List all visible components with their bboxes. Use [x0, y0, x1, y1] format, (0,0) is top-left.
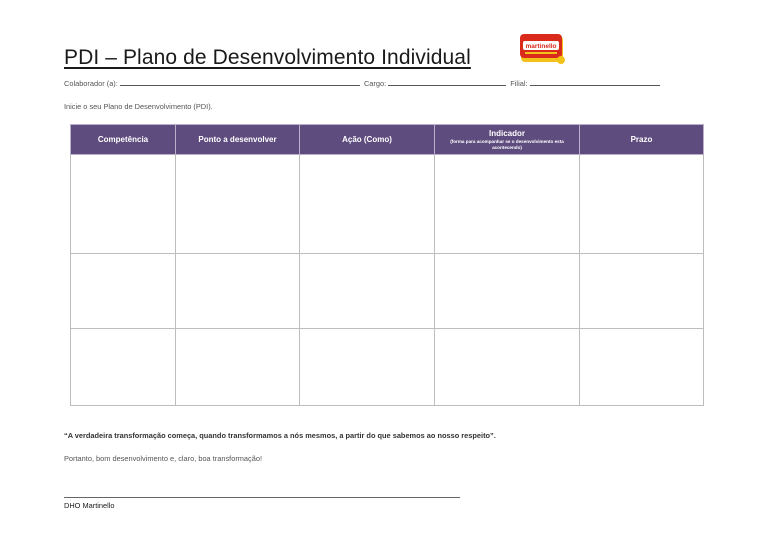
pdi-table	[70, 124, 704, 406]
column-header-ponto: Ponto a desenvolver	[176, 125, 300, 155]
table-cell[interactable]	[580, 155, 704, 254]
table-cell[interactable]	[176, 254, 300, 329]
martinello-logo	[519, 33, 567, 66]
table-cell[interactable]	[300, 155, 435, 254]
colaborador-label: Colaborador (a):	[64, 79, 118, 88]
column-header-competencia: Competência	[71, 125, 176, 155]
column-header-prazo: Prazo	[580, 125, 704, 155]
colaborador-field[interactable]	[120, 79, 360, 86]
signature-text: DHO Martinello	[64, 501, 115, 510]
table-cell[interactable]	[435, 254, 580, 329]
table-cell[interactable]	[580, 329, 704, 406]
closing-text: Portanto, bom desenvolvimento e, claro, boa transformação!	[64, 454, 263, 463]
indicador-subtitle: (forma para acompanhar se o desenvolvimento esta acontecendo)	[450, 138, 564, 150]
table-cell[interactable]	[176, 329, 300, 406]
table-cell[interactable]	[300, 254, 435, 329]
table-cell[interactable]	[71, 329, 176, 406]
table-cell[interactable]	[176, 155, 300, 254]
signature-line	[64, 497, 460, 498]
cargo-label: Cargo:	[363, 79, 387, 88]
table-cell[interactable]	[71, 155, 176, 254]
table-row	[71, 155, 704, 254]
column-header-acao: Ação (Como)	[300, 125, 435, 155]
table-cell[interactable]	[435, 155, 580, 254]
table-cell[interactable]	[71, 254, 176, 329]
table-row	[71, 254, 704, 329]
column-header-indicador: Indicador (forma para acompanhar se o desenvolvimento esta acontecendo)	[435, 125, 580, 155]
inspirational-quote: “A verdadeira transformação começa, quando transformamos a nós mesmos, a partir do que sabemos ao nosso respeito”.	[64, 431, 496, 440]
table-row	[71, 329, 704, 406]
filial-label: Filial:	[510, 79, 528, 88]
document-title: PDI – Plano de Desenvolvimento Individual	[64, 46, 471, 69]
cargo-field[interactable]	[388, 79, 506, 86]
table-header-row	[71, 125, 704, 155]
intro-text: Inicie o seu Plano de Desenvolvimento (PDI).	[64, 102, 213, 111]
table-cell[interactable]	[580, 254, 704, 329]
logo-text: martinello	[525, 43, 557, 50]
table-cell[interactable]	[435, 329, 580, 406]
employee-fields	[64, 79, 744, 88]
table-cell[interactable]	[300, 329, 435, 406]
filial-field[interactable]	[530, 79, 660, 86]
